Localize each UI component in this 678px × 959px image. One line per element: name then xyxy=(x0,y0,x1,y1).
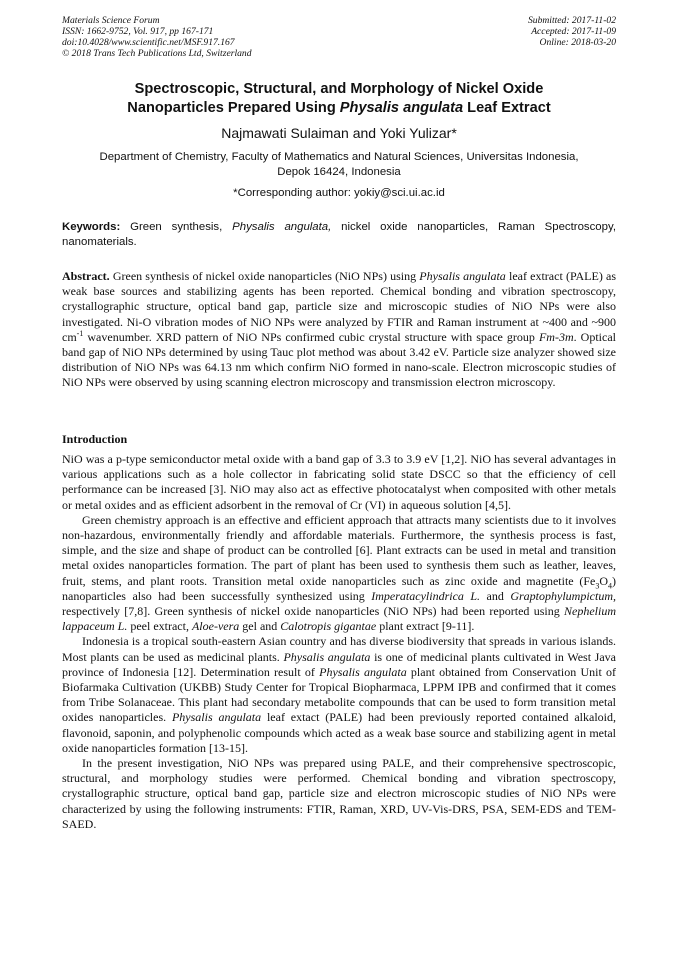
keywords xyxy=(62,220,616,250)
title-text: Nanoparticles Prepared Using xyxy=(127,100,340,116)
accepted-date: Accepted: 2017-11-09 xyxy=(531,26,616,37)
intro-paragraph-3 xyxy=(62,634,616,756)
abstract-text-2: leaf extract (PALE) as weak base sources and stabilizing agents has been reported. Chemical bonding and vibration spectroscopy, crystallographic structure, optical band gap, particle size and microscopic studies of NiO NPs were also investigated. Ni-O vibration modes of NiO NPs were analyzed by FTIR and Raman instrument at ~400 and ~900 cm xyxy=(62,269,616,344)
intro-paragraph-4: In the present investigation, NiO NPs was prepared using PALE, and their comprehensive spectroscopic, structural, and morphology studies were performed. Chemical bonding and vibration spectroscopy, crystallographic structure, optical band gap, particle size and electron microscopic studies of NiO NPs were characterized by using the following instruments: FTIR, Raman, XRD, UV-Vis-DRS, PSA, SEM-EDS and TEM-SAED. xyxy=(62,756,616,831)
p2-species-1: Imperatacylindrica L. xyxy=(371,588,481,603)
keywords-species: Physalis angulata, xyxy=(232,221,332,233)
intro-paragraph-1: NiO was a p-type semiconductor metal oxide with a band gap of 3.3 to 3.9 eV [1,2]. NiO has several advantages in various applications such as a hole collector in fabricating solid state DSCC so that the efficiency of cell performance can be increased [3]. NiO may also act as effective photocatalyst when composited with other metals or metal oxides and as efficient adsorbent in the removal of Cr (VI) in aqueous solution [4,5]. xyxy=(62,452,616,512)
journal-info xyxy=(62,15,252,59)
abstract-label: Abstract. xyxy=(62,269,110,283)
online-date: Online: 2018-03-20 xyxy=(539,37,616,48)
abstract-text-4: . Optical band gap of NiO NPs determined by using Tauc plot method was about 3.42 eV. Particle size analyzer showed size distribution of NiO NPs was 64.13 nm which confirm NiO formed in nano-scale. Electron microscopic studies of NiO NPs were observed by using scanning electron microscopy and transmission electron microscopy. xyxy=(62,329,616,390)
p2-text-5: respectively [7,8]. Green synthesis of nickel oxide nanoparticles (NiO NPs) had been reported using xyxy=(62,604,564,619)
title-species: Physalis angulata xyxy=(339,100,464,116)
abstract-text: Green synthesis of nickel oxide nanoparticles (NiO NPs) using xyxy=(109,269,420,283)
abstract-species: Physalis angulata xyxy=(419,269,506,283)
submitted-date: Submitted: 2017-11-02 xyxy=(527,15,616,26)
page-header xyxy=(62,15,616,65)
affiliation-line-1: Department of Chemistry, Faculty of Mathematics and Natural Sciences, Universitas Indonesia, xyxy=(99,151,579,163)
p2-text-3: ) nanoparticles also had been successfully synthesized using xyxy=(62,573,616,603)
p2-text-2: O xyxy=(599,573,608,588)
p3-text: Indonesia is a tropical south-eastern Asian country and has diverse biodiversity that spreads in various islands. Most plants can be used as medicinal plants. xyxy=(62,634,616,664)
p2-text-8: plant extract [9-11]. xyxy=(376,619,475,634)
p2-text: Green chemistry approach is an effective and efficient approach that attracts many scientists due to it involves non-hazardous, environmentally friendly and affordable materials. Furthermore, the synthesis process is fast, simple, and the size and shape of product can be controlled [6]. Plant extracts can be used in metal and transition metal oxides nanoparticles formation. The part of plant has been used to synthesis them such as leather, leaves, fruit, stems, and plant roots. Transition metal oxide nanoparticles such as zinc oxide and magnetite (Fe xyxy=(62,512,616,588)
issn-line: ISSN: 1662-9752, Vol. 917, pp 167-171 xyxy=(62,26,214,37)
p2-text-7: gel and xyxy=(239,619,281,634)
p3-species-2: Physalis angulata xyxy=(319,664,407,679)
space-group: Fm-3m xyxy=(538,329,574,344)
p2-species-4: Aloe-vera xyxy=(191,619,240,634)
p3-species-3: Physalis angulata xyxy=(171,710,262,725)
intro-paragraph-2 xyxy=(62,513,616,635)
p2-text-6: peel extract, xyxy=(127,619,192,634)
journal-name: Materials Science Forum xyxy=(62,15,160,26)
p2-subscript-2: 4 xyxy=(608,581,612,591)
keywords-text: Green synthesis, xyxy=(120,221,233,233)
abstract xyxy=(62,269,616,391)
affiliation-line-2: Depok 16424, Indonesia xyxy=(277,166,401,178)
title-line-1: Spectroscopic, Structural, and Morphology of Nickel Oxide xyxy=(134,81,544,97)
affiliation xyxy=(62,150,616,180)
p2-subscript: 3 xyxy=(595,581,600,591)
p2-species-5: Calotropis gigantae xyxy=(280,619,377,634)
p2-species-2: Graptophylumpictum, xyxy=(510,588,616,603)
title-text-end: Leaf Extract xyxy=(463,100,551,116)
keywords-text-rest: nickel oxide nanoparticles, Raman Spectroscopy, nanomaterials. xyxy=(62,221,616,248)
keywords-label: Keywords: xyxy=(62,221,121,233)
p3-text-3: plant obtained from Conservation Unit of Biofarmaka Cultivation (UKBB) Study Center for Tropical Biopharmaca, LPPM IPB and confirmed that it comes from Tribe Solanaceae. This plant had secondary metabolite compounds that can be used to form transition metal oxides nanoparticles. xyxy=(62,664,616,725)
p2-text-4: and xyxy=(480,588,511,603)
p3-species-1: Physalis angulata xyxy=(283,649,371,664)
corresponding-author: *Corresponding author: yokiy@sci.ui.ac.id xyxy=(233,187,445,199)
section-heading-introduction: Introduction xyxy=(62,432,128,446)
introduction-body xyxy=(62,452,616,832)
abstract-text-3: wavenumber. XRD pattern of NiO NPs confirmed cubic crystal structure with space group xyxy=(83,329,539,344)
p3-text-4: leaf extact (PALE) had been previously reported contained alkaloid, flavonoid, saponin, and polyphenolic compounds which acted as a weak base source and stabilizing agent in metal oxide nanoparticles formation [13-15]. xyxy=(62,710,617,755)
paper-title xyxy=(62,80,616,118)
title-line-2 xyxy=(62,99,616,118)
copyright-line: © 2018 Trans Tech Publications Ltd, Switzerland xyxy=(62,48,252,59)
p3-text-2: is one of medicinal plants cultivated in West Java province of Indonesia [12]. Determination result of xyxy=(62,649,616,679)
author-list: Najmawati Sulaiman and Yoki Yulizar* xyxy=(221,125,457,141)
doi-line: doi:10.4028/www.scientific.net/MSF.917.167 xyxy=(62,37,235,48)
abstract-superscript: -1 xyxy=(76,328,84,338)
p2-species-3: Nephelium lappaceum L. xyxy=(62,604,616,634)
publication-dates xyxy=(528,15,616,48)
